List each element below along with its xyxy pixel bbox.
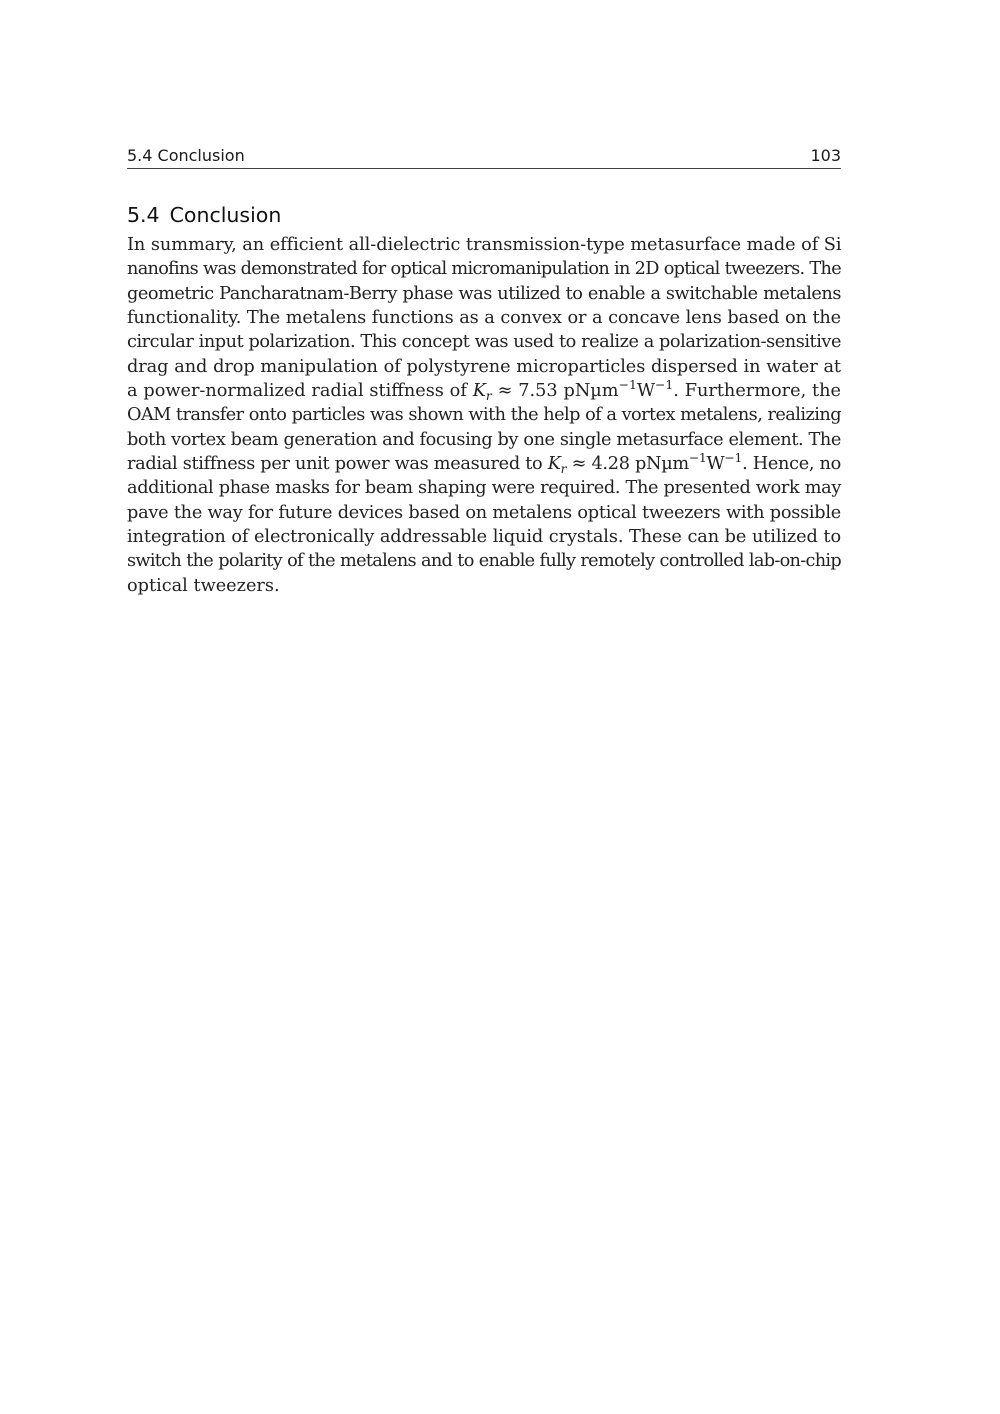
paragraph-line: drag and drop manipulation of polystyrene microparticles dispersed in water at [127, 356, 841, 377]
running-header [127, 144, 841, 169]
stiffness-subscript: r [560, 460, 567, 476]
running-header-section: 5.4 Conclusion [127, 146, 245, 165]
text-run: . Hence, no [742, 454, 841, 475]
page-number: 103 [810, 146, 841, 165]
stiffness-subscript: r [485, 387, 492, 403]
unit-exponent: −1 [724, 450, 743, 466]
section-number: 5.4 [127, 203, 160, 227]
paragraph-line-stiffness-2 [127, 452, 841, 476]
stiffness-value: ≈ 7.53 pNµm [491, 381, 619, 402]
stiffness-symbol: K [472, 381, 486, 402]
unit-text: W [706, 454, 725, 475]
unit-text: W [636, 381, 656, 402]
text-run: . Furthermore, the [673, 381, 842, 402]
paragraph-line: nanofins was demonstrated for optical micromanipulation in 2D optical tweezers. The [127, 259, 841, 280]
paragraph-line: pave the way for future devices based on metalens optical tweezers with possible [127, 502, 841, 523]
paragraph-line: integration of electronically addressable liquid crystals. These can be utilized to [127, 527, 841, 548]
paragraph-line: both vortex beam generation and focusing by one single metasurface element. The [127, 429, 841, 450]
section-heading [127, 203, 281, 227]
unit-exponent: −1 [655, 377, 674, 393]
paragraph-line: circular input polarization. This concept was used to realize a polarization-sensitive [127, 332, 841, 353]
paragraph-line: geometric Pancharatnam-Berry phase was utilized to enable a switchable metalens [127, 283, 841, 304]
conclusion-paragraph [127, 233, 841, 598]
unit-exponent: −1 [618, 377, 637, 393]
paragraph-line: OAM transfer onto particles was shown with the help of a vortex metalens, realizing [127, 405, 841, 426]
section-title: Conclusion [169, 203, 282, 227]
text-run: radial stiffness per unit power was measured to [127, 454, 548, 475]
paragraph-line: switch the polarity of the metalens and to enable fully remotely controlled lab-on-chip [127, 551, 841, 572]
stiffness-symbol: K [547, 454, 561, 475]
paragraph-line: In summary, an efficient all-dielectric transmission-type metasurface made of Si [127, 235, 842, 255]
stiffness-value: ≈ 4.28 pNµm [566, 454, 689, 475]
unit-exponent: −1 [688, 450, 707, 466]
paragraph-line: optical tweezers. [127, 575, 280, 596]
paragraph-line: additional phase masks for beam shaping were required. The presented work may [127, 478, 841, 499]
paragraph-line-stiffness-1 [127, 379, 841, 403]
text-run: a power-normalized radial stiffness of [127, 381, 473, 402]
paragraph-line: functionality. The metalens functions as a convex or a concave lens based on the [127, 308, 841, 329]
